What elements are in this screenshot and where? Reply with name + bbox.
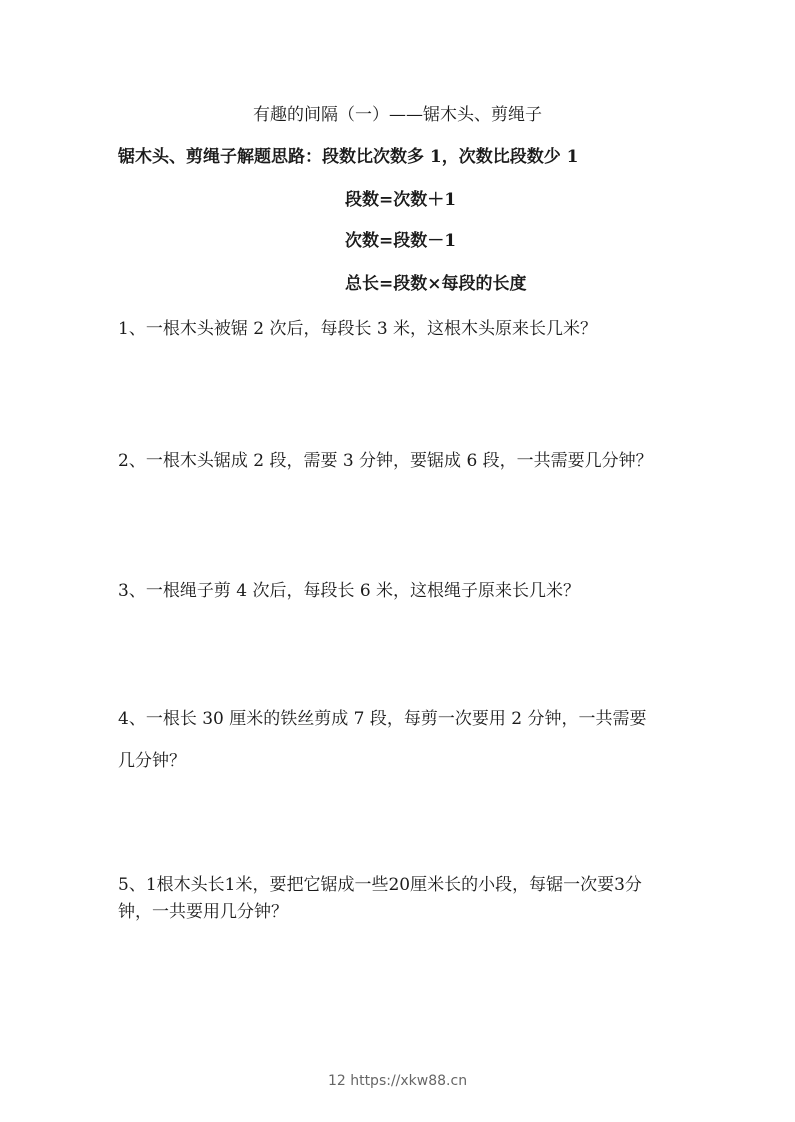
formula-cuts: 次数=段数－1 (345, 231, 457, 251)
formula-segments: 段数=次数＋1 (345, 190, 457, 210)
question-5: 5、1根木头长1米，要把它锯成一些20厘米长的小段，每锯一次要3分 (118, 875, 642, 895)
formula-total-length: 总长=段数×每段的长度 (345, 274, 527, 294)
question-2: 2、一根木头锯成 2 段，需要 3 分钟，要锯成 6 段，一共需要几分钟？ (118, 451, 653, 471)
footer-page-url: 12 https://xkw88.cn (327, 1073, 468, 1089)
question-1: 1、一根木头被锯 2 次后，每段长 3 米，这根木头原来长几米？ (118, 319, 598, 339)
method-heading: 锯木头、剪绳子解题思路：段数比次数多 1，次数比段数少 1 (118, 147, 579, 167)
question-4-continued: 几分钟？ (118, 751, 186, 771)
question-4: 4、一根长 30 厘米的铁丝剪成 7 段，每剪一次要用 2 分钟，一共需要 (118, 709, 647, 729)
question-3: 3、一根绳子剪 4 次后，每段长 6 米，这根绳子原来长几米？ (118, 581, 581, 601)
question-5-continued: 钟，一共要用几分钟？ (118, 902, 288, 922)
page-title: 有趣的间隔（一）——锯木头、剪绳子 (253, 105, 542, 125)
